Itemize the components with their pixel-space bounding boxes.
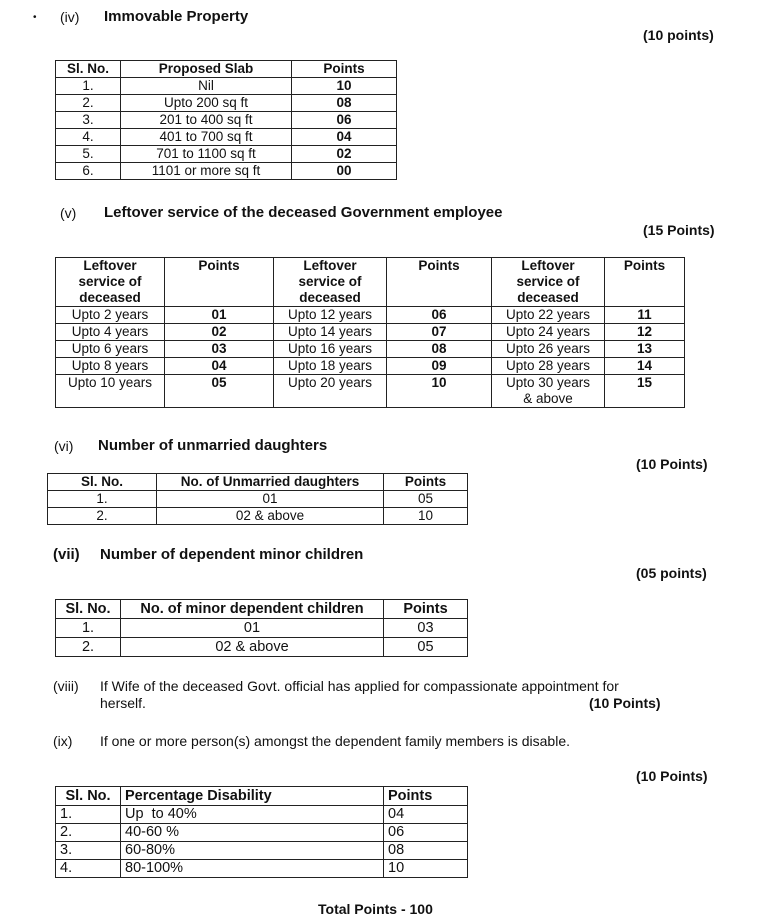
cell: 00 — [292, 163, 397, 180]
table-row — [56, 619, 468, 638]
table-row — [56, 806, 468, 824]
section-vii-points: (05 points) — [636, 565, 707, 581]
cell: 04 — [292, 129, 397, 146]
cell: Upto 18 years — [274, 358, 387, 375]
cell: 01 — [165, 307, 274, 324]
cell: Upto 14 years — [274, 324, 387, 341]
cell: 13 — [605, 341, 685, 358]
section-v-points: (15 Points) — [643, 222, 715, 238]
cell: Upto 12 years — [274, 307, 387, 324]
section-iv-points: (10 points) — [643, 27, 714, 43]
header-line: Leftover — [83, 258, 137, 273]
header-line: service of — [78, 274, 142, 289]
cell: 10 — [292, 78, 397, 95]
cell: 1. — [48, 491, 157, 508]
header-line: deceased — [79, 290, 141, 305]
cell: 07 — [387, 324, 492, 341]
cell: Upto 26 years — [492, 341, 605, 358]
table-row — [56, 146, 397, 163]
cell: Upto 10 years — [56, 375, 165, 408]
cell: 05 — [384, 638, 468, 657]
cell: 05 — [165, 375, 274, 408]
table-header-row — [56, 600, 468, 619]
table-row — [56, 95, 397, 112]
cell — [492, 375, 605, 408]
table-row — [56, 824, 468, 842]
section-iv-number: (iv) — [60, 9, 80, 25]
cell: 02 — [165, 324, 274, 341]
cell: Up to 40% — [121, 806, 384, 824]
col-header-service — [492, 258, 605, 307]
section-v-number: (v) — [60, 205, 77, 221]
cell: 60-80% — [121, 842, 384, 860]
cell: 2. — [48, 508, 157, 525]
header-line: deceased — [517, 290, 579, 305]
col-header-service — [274, 258, 387, 307]
section-viii-line2: herself. — [100, 695, 146, 711]
cell: 401 to 700 sq ft — [121, 129, 292, 146]
cell: 1. — [56, 78, 121, 95]
table-header-row — [56, 61, 397, 78]
section-vii-number: (vii) — [53, 546, 80, 563]
cell: 10 — [384, 508, 468, 525]
cell: 701 to 1100 sq ft — [121, 146, 292, 163]
cell: 4. — [56, 129, 121, 146]
cell: Nil — [121, 78, 292, 95]
cell: 02 — [292, 146, 397, 163]
cell: 04 — [165, 358, 274, 375]
immovable-property-table — [55, 60, 397, 180]
table-header-row — [56, 787, 468, 806]
section-viii-line1: If Wife of the deceased Govt. official has applied for compassionate appointment for — [100, 678, 619, 694]
cell: 4. — [56, 860, 121, 878]
cell: Upto 22 years — [492, 307, 605, 324]
cell: 15 — [605, 375, 685, 408]
table-row — [56, 375, 685, 408]
table-row — [56, 78, 397, 95]
header-line: Leftover — [521, 258, 575, 273]
col-header: No. of minor dependent children — [121, 600, 384, 619]
cell: 2. — [56, 638, 121, 657]
col-header: Sl. No. — [56, 61, 121, 78]
disability-table — [55, 786, 468, 878]
header-line: service of — [298, 274, 362, 289]
cell: 201 to 400 sq ft — [121, 112, 292, 129]
minor-children-table — [55, 599, 468, 657]
cell: 2. — [56, 824, 121, 842]
section-ix-text: If one or more person(s) amongst the dependent family members is disable. — [100, 733, 571, 749]
table-row — [56, 112, 397, 129]
section-viii-points: (10 Points) — [589, 695, 661, 711]
header-line: Leftover — [303, 258, 357, 273]
section-viii-number: (viii) — [53, 678, 79, 694]
header-line: deceased — [299, 290, 361, 305]
cell: 6. — [56, 163, 121, 180]
col-header: Points — [384, 787, 468, 806]
cell: 14 — [605, 358, 685, 375]
col-header-points: Points — [387, 258, 492, 307]
col-header: Points — [384, 600, 468, 619]
total-points: Total Points - 100 — [318, 901, 433, 917]
cell: 3. — [56, 112, 121, 129]
table-row — [56, 341, 685, 358]
cell: 02 & above — [121, 638, 384, 657]
cell: 40-60 % — [121, 824, 384, 842]
table-row — [56, 324, 685, 341]
section-vi-title: Number of unmarried daughters — [98, 437, 328, 454]
col-header: Sl. No. — [56, 787, 121, 806]
cell: 01 — [121, 619, 384, 638]
cell: Upto 24 years — [492, 324, 605, 341]
col-header: Sl. No. — [56, 600, 121, 619]
section-vii-title: Number of dependent minor children — [100, 546, 364, 563]
cell: 04 — [384, 806, 468, 824]
section-ix-number: (ix) — [53, 733, 73, 749]
col-header: Percentage Disability — [121, 787, 384, 806]
col-header-points: Points — [605, 258, 685, 307]
cell: 1. — [56, 619, 121, 638]
section-ix-points: (10 Points) — [636, 768, 708, 784]
leftover-service-table — [55, 257, 685, 408]
cell: 05 — [384, 491, 468, 508]
table-row — [56, 638, 468, 657]
cell: Upto 4 years — [56, 324, 165, 341]
cell: 06 — [387, 307, 492, 324]
cell: 03 — [165, 341, 274, 358]
cell: 06 — [292, 112, 397, 129]
cell: 12 — [605, 324, 685, 341]
cell: Upto 6 years — [56, 341, 165, 358]
table-row — [56, 129, 397, 146]
table-row — [56, 358, 685, 375]
section-vi-number: (vi) — [54, 438, 74, 454]
cell: 11 — [605, 307, 685, 324]
col-header: Sl. No. — [48, 474, 157, 491]
table-row — [48, 491, 468, 508]
cell: 08 — [387, 341, 492, 358]
table-row — [56, 307, 685, 324]
cell: Upto 20 years — [274, 375, 387, 408]
col-header: Proposed Slab — [121, 61, 292, 78]
table-header-row — [56, 258, 685, 307]
section-v-title: Leftover service of the deceased Government employee — [104, 204, 503, 221]
cell: 80-100% — [121, 860, 384, 878]
table-header-row — [48, 474, 468, 491]
cell: 10 — [387, 375, 492, 408]
cell: Upto 8 years — [56, 358, 165, 375]
bullet-mark: • — [33, 12, 37, 23]
cell: 3. — [56, 842, 121, 860]
col-header: Points — [384, 474, 468, 491]
section-vi-points: (10 Points) — [636, 456, 708, 472]
cell: 01 — [157, 491, 384, 508]
col-header: Points — [292, 61, 397, 78]
cell: Upto 200 sq ft — [121, 95, 292, 112]
unmarried-daughters-table — [47, 473, 468, 525]
table-row — [56, 842, 468, 860]
table-row — [56, 860, 468, 878]
cell: 03 — [384, 619, 468, 638]
col-header: No. of Unmarried daughters — [157, 474, 384, 491]
cell: 02 & above — [157, 508, 384, 525]
cell-line: Upto 30 years — [505, 375, 591, 390]
cell: 10 — [384, 860, 468, 878]
cell: 09 — [387, 358, 492, 375]
cell: 2. — [56, 95, 121, 112]
cell: 1101 or more sq ft — [121, 163, 292, 180]
cell: 06 — [384, 824, 468, 842]
cell: Upto 2 years — [56, 307, 165, 324]
cell: 1. — [56, 806, 121, 824]
section-iv-title: Immovable Property — [104, 8, 249, 25]
table-row — [48, 508, 468, 525]
cell: 08 — [384, 842, 468, 860]
col-header-points: Points — [165, 258, 274, 307]
cell: 08 — [292, 95, 397, 112]
cell: Upto 16 years — [274, 341, 387, 358]
cell: 5. — [56, 146, 121, 163]
header-line: service of — [516, 274, 580, 289]
table-row — [56, 163, 397, 180]
col-header-service — [56, 258, 165, 307]
cell: Upto 28 years — [492, 358, 605, 375]
cell-line: & above — [523, 391, 573, 406]
